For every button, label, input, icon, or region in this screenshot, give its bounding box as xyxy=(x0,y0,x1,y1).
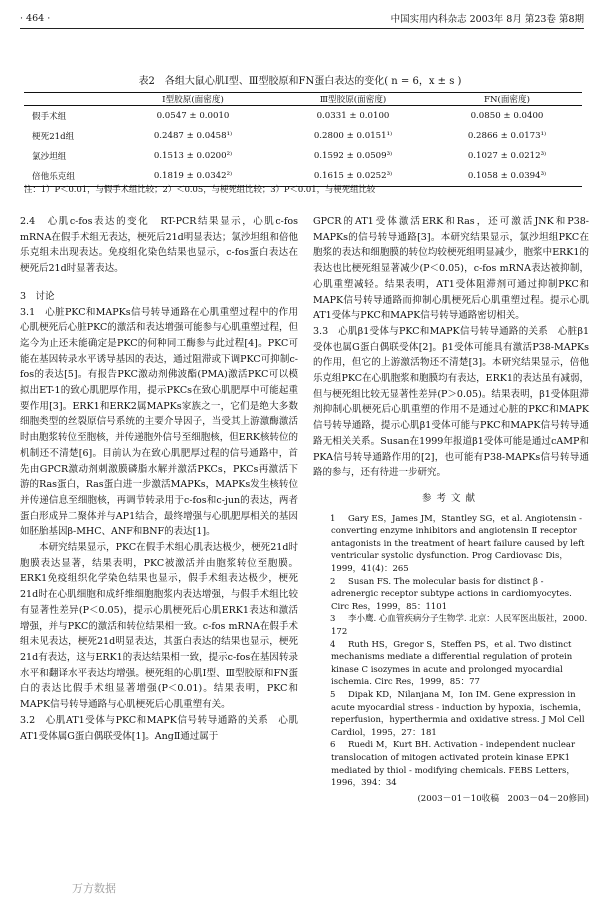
reference-item xyxy=(313,576,589,614)
data-table xyxy=(24,92,582,187)
table-cell: 0.1058 ± 0.0394³⁾ xyxy=(432,166,582,187)
table-note: 注：1）P＜0.01，与假手术组比较；2）＜0.05，与梗死组比较；3）P＜0.01，与梗死组比较 xyxy=(24,184,376,194)
table-row xyxy=(24,126,582,146)
spacer xyxy=(20,277,298,289)
reference-item xyxy=(313,689,589,739)
references-title: 参考文献 xyxy=(421,492,480,504)
paragraph: 3.2 心肌AT1受体与PKC和MAPK信号转导通路的关系 心肌AT1受体属G蛋白偶联受体[1]。AngⅡ通过属于 xyxy=(20,714,298,742)
reference-item xyxy=(313,613,589,638)
row-label: 梗死21d组 xyxy=(32,132,75,142)
table-row xyxy=(24,146,582,166)
paragraph: 本研究结果显示，PKC在假手术组心肌表达极少，梗死21d时胞膜表达显著，结果表明，PKC被激活并由胞浆转位至胞膜。ERK1免疫组织化学染色结果也显示，假手术组表达极少，梗死21d时在心肌细胞和成纤维细胞胞浆内表达增强，与假手术组比较有显著性差异(P＜0.05)，提示心肌梗死后心肌ERK1表达和激活增强，并与PKC的激活和转位结果相一致。c-fos mRNA在假手术组未见表达，梗死21d明显表达，其蛋白表达的结果也显示，梗死21d有表达，这与ERK1的表达结果相一致，提示c-fos在基因转录水平和翻译水平表达均增强。梗死组的心肌Ⅰ型、Ⅲ型胶原和FN蛋白的表达比假手术组显著增强(P＜0.01)。结果表明，PKC和MAPK信号转导通路与心肌梗死后心肌重塑有关。 xyxy=(20,542,298,711)
paragraph: GPCR的AT1受体激活ERK和Ras，还可激活JNK和P38-MAPKs的信号转导通路[3]。本研究结果显示，氯沙坦组PKC在胞浆的表达和细胞膜的转位均较梗死组明显减少，胞浆中ERK1的表达也比梗死组显著减少(P＜0.05)，c-fos mRNA表达被抑制，心肌重塑减轻。结果表明，AT1受体阻滞剂可通过抑制PKC和MAPK信号转导通路而抑制心肌梗死后心肌重塑过程。提示心肌AT1受体与PKC和MAPK信号转导通路密切相关。 xyxy=(313,216,589,322)
paragraph: 2.4 心肌c-fos表达的变化 RT-PCR结果显示，心肌c-fos mRNA在假手术组无表达，梗死后21d明显表达；氯沙坦组和倍他乐克组未出现表达。免疫组化染色结果也显示，c-fos蛋白表达在梗死后21d时显著表达。 xyxy=(20,216,298,275)
table-cell: 0.0331 ± 0.0100 xyxy=(316,111,390,121)
table-title: 表2 各组大鼠心肌Ⅰ型、Ⅲ型胶原和FN蛋白表达的变化( n = 6，x ± s ) xyxy=(138,76,462,87)
page-number: · 464 · xyxy=(20,12,51,24)
reference-number: 4 xyxy=(330,639,336,650)
reference-number: 1 xyxy=(330,513,336,524)
reference-text: Susan FS. The molecular basis for distinct β - adrenergic receptor subtype actions in cardiomyocytes. Circ Res，1999，85：1101 xyxy=(331,576,572,612)
row-label: 氯沙坦组 xyxy=(32,152,67,162)
right-column xyxy=(313,214,589,807)
journal-citation: 中国实用内科杂志 2003年 8月 第23卷 第8期 xyxy=(390,14,584,25)
table-cell: 0.1819 ± 0.0342²⁾ xyxy=(112,166,274,187)
table-cell: 0.1592 ± 0.0509³⁾ xyxy=(313,151,393,161)
table-cell: 0.0547 ± 0.0010 xyxy=(156,111,230,121)
paragraph: 3.3 心肌β1受体与PKC和MAPK信号转导通路的关系 心脏β1受体也属G蛋白偶联受体[2]。β1受体可能具有激活P38-MAPKs的作用，但它的上游激活物还不清楚[3]。本研究结果显示，倍他乐克组PKC在心肌胞浆和胞膜均有表达，ERK1的表达虽有减弱，但与梗死组比较无显著性差异(P＞0.05)。结果表明，β1受体阻滞剂抑制心肌梗死后心肌重塑的作用不是通过心脏的PKC和MAPK信号转导通路，提示心肌β1受体可能与PKC和MAPK信号转导通路无相关关系。Susan在1999年报道β1受体可能是通过cAMP和PKA信号转导通路作用的[2]，也可能有P38-MAPKs信号转导通路的参与，还有待进一步研究。 xyxy=(313,325,589,479)
paragraph: 3.1 心脏PKC和MAPKs信号转导通路在心肌重塑过程中的作用 心肌梗死后心脏PKC的激活和表达增强可能参与心肌重塑过程，但迄今为止还未能确定是PKC的何种同工酶参与此过程[4]。PKC可能在基因转录水平诱导基因的表达，通过阻滞或下调PKC可抑制c-fos的表达[5]。有报告PKC激动剂佛波酯(PMA)激活PKC可以模拟出ET-1的致心肌肥厚作用，提示PKCs在致心肌肥厚中可能起重要作用[3]。ERK1和ERK2属MAPKs家族之一，它们是绝大多数细胞类型的丝裂原信号系统的主要介导因子，当受其上游激酶激活时由胞浆转位至胞核，并传递胞外信号至细胞核，但ERK核转位的机制还不清楚[6]。目前认为在致心肌肥厚过程的信号通路中，首先由GPCR激动剂刺激膜磷脂水解并激活PKCs，PKCs再激活下游的Ras蛋白，Ras蛋白进一步激活MAPKs，MAPKs发生核转位并传递信息至细胞核，再调节转录用于c-fos和c-jun的表达，两者蛋白形成异二聚体并与AP1结合，最终增强与心肌肥厚相关的基因如胚胎基因β-MHC、ANF和BNF的表达[1]。 xyxy=(20,306,308,538)
reference-text: Gary ES，James JM，Stantley SG，et al. Angiotensin - converting enzyme inhibitors and angiotensin Ⅱ receptor antagonists in the treatment of heart failure caused by left ventricular systolic dysfunction. Prog Cardiovasc Dis，1999，41(4)：265 xyxy=(331,513,585,575)
table-cell: 0.2487 ± 0.0458¹⁾ xyxy=(153,131,233,141)
table-header-cell xyxy=(24,93,112,106)
reference-text: Ruth HS，Gregor S，Steffen PS，et al. Two distinct mechanisms mediate a differential regulation of protein kinase C isozymes in acute and prolonged myocardial ischemia. Circ Res，1999，85：77 xyxy=(331,639,573,688)
table-header-cell: Ⅰ型胶原(面密度) xyxy=(112,93,274,106)
reference-number: 5 xyxy=(330,689,336,700)
section-heading: 3 讨论 xyxy=(20,290,55,302)
reference-number: 3 xyxy=(330,614,336,625)
reference-item xyxy=(313,639,589,689)
left-column xyxy=(20,214,308,744)
table-cell: 0.1615 ± 0.0252³⁾ xyxy=(274,166,432,187)
reference-item xyxy=(313,513,589,576)
table-row xyxy=(24,106,582,127)
reference-list xyxy=(313,513,589,790)
table-cell: 0.2800 ± 0.0151¹⁾ xyxy=(313,131,393,141)
reference-number: 6 xyxy=(330,740,336,751)
table-header-cell: Ⅲ型胶原(面密度) xyxy=(274,93,432,106)
watermark: 万方数据 xyxy=(72,882,116,895)
table-header-cell: FN(面密度) xyxy=(432,93,582,106)
row-label: 假手术组 xyxy=(32,112,67,122)
header-rule xyxy=(20,28,584,29)
table-cell: 0.0850 ± 0.0400 xyxy=(470,111,544,121)
reference-text: 李小鹰. 心血管疾病分子生物学. 北京：人民军医出版社，2000. 172 xyxy=(331,614,588,637)
reference-item xyxy=(313,739,589,789)
table-cell: 0.1513 ± 0.0200²⁾ xyxy=(153,151,233,161)
table-cell: 0.2866 ± 0.0173¹⁾ xyxy=(467,131,547,141)
row-label: 倍他乐克组 xyxy=(24,166,112,187)
reference-text: Dipak KD，Nilanjana M，Ion IM. Gene expression in acute myocardial stress - induction by hypoxia，ischemia，reperfusion，hyperthermia and oxidative stress. J Mol Cell Cardiol，1995，27：181 xyxy=(331,689,587,738)
page-header xyxy=(20,10,584,26)
reference-text: Ruedi M，Kurt BH. Activation - independent nuclear translocation of mitogen activated protein kinase EPK1 mediated by thiol - modifying chemicals. FEBS Letters，1996，394：34 xyxy=(331,740,576,789)
reference-number: 2 xyxy=(330,576,336,587)
received-date: (2003－01－10收稿 2003－04－20修回) xyxy=(417,793,589,804)
table-cell: 0.1027 ± 0.0212³⁾ xyxy=(467,151,547,161)
table-header-row xyxy=(24,93,582,106)
